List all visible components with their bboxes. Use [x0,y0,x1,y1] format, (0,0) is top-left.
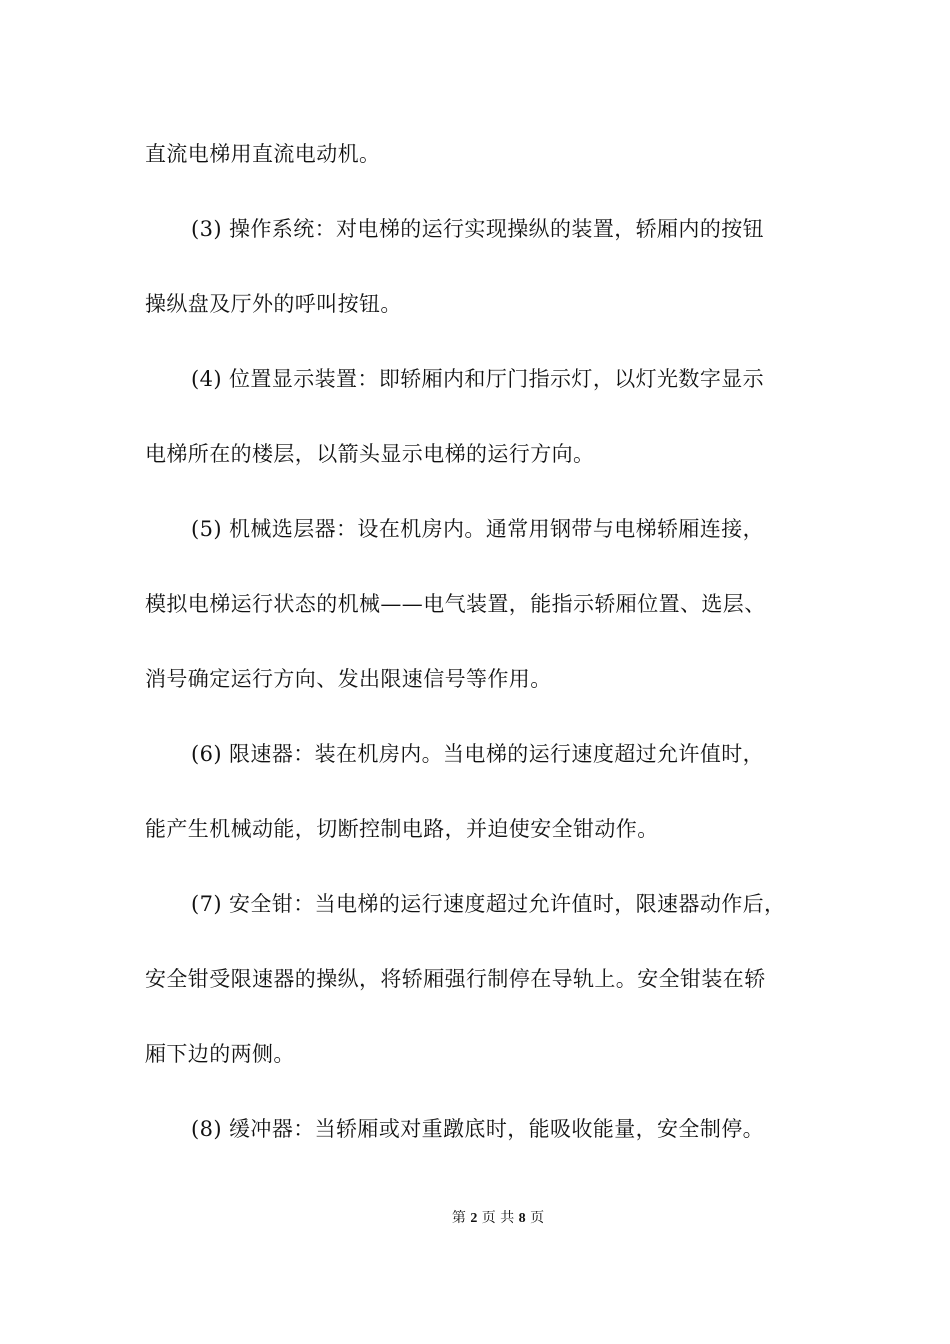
footer-middle: 页 共 [481,1210,515,1226]
current-page-number: 2 [470,1211,478,1226]
text-line-5: 电梯所在的楼层，以箭头显示电梯的运行方向。 [145,442,595,466]
text-line-11: (7) 安全钳：当电梯的运行速度超过允许值时，限速器动作后， [191,892,786,916]
text-line-10: 能产生机械动能，切断控制电路，并迫使安全钳动作。 [145,817,659,841]
footer-suffix: 页 [530,1210,545,1226]
text-line-1: 直流电梯用直流电动机。 [145,142,381,166]
text-line-2: (3) 操作系统：对电梯的运行实现操纵的装置，轿厢内的按钮 [191,217,765,241]
text-line-6: (5) 机械选层器：设在机房内。通常用钢带与电梯轿厢连接， [191,517,765,541]
text-line-8: 消号确定运行方向、发出限速信号等作用。 [145,667,552,691]
text-line-12: 安全钳受限速器的操纵，将轿厢强行制停在导轨上。安全钳装在轿 [145,967,766,991]
total-pages-number: 8 [518,1211,526,1226]
text-line-13: 厢下边的两侧。 [145,1042,295,1066]
text-line-9: (6) 限速器：装在机房内。当电梯的运行速度超过允许值时， [191,742,765,766]
text-line-7: 模拟电梯运行状态的机械——电气装置，能指示轿厢位置、选层、 [145,592,766,616]
footer-prefix: 第 [451,1210,466,1226]
text-line-3: 操纵盘及厅外的呼叫按钮。 [145,292,402,316]
text-line-4: (4) 位置显示装置：即轿厢内和厅门指示灯，以灯光数字显示 [191,367,765,391]
page-footer [0,1209,950,1228]
text-line-14: (8) 缓冲器：当轿厢或对重蹾底时，能吸收能量，安全制停。 [191,1117,765,1141]
